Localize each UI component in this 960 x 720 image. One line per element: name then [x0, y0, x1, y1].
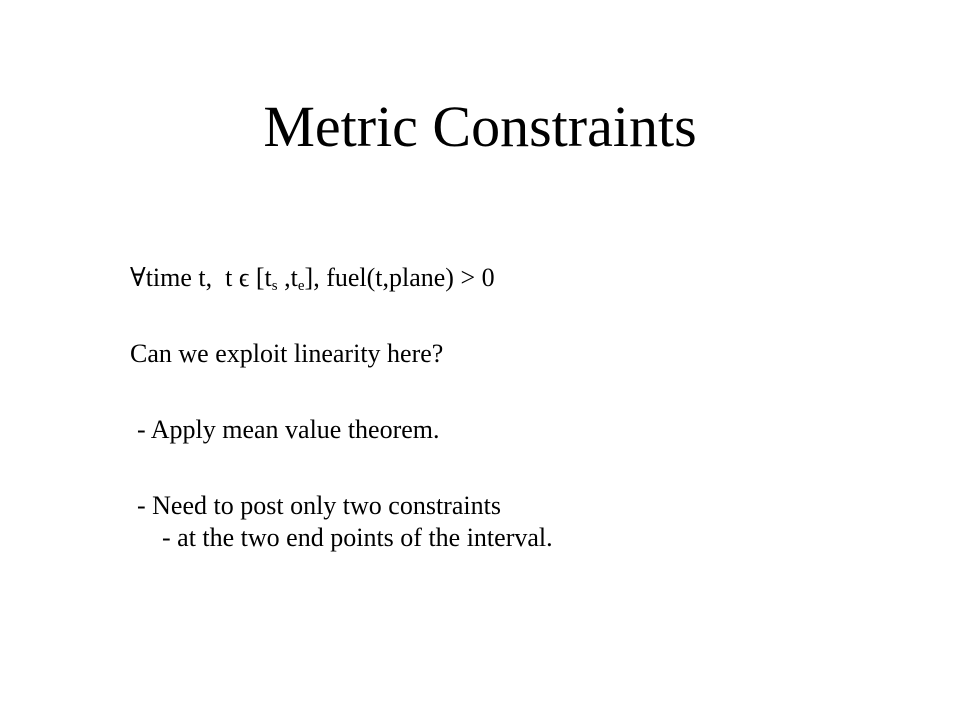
forall-symbol: ∀ [130, 263, 146, 292]
question-line: Can we exploit linearity here? [130, 339, 444, 368]
slide-title: Metric Constraints [263, 94, 697, 159]
sub-bullet-end-points: - at the two end points of the interval. [162, 523, 553, 552]
formula-suffix: ], fuel(t,plane) > 0 [304, 263, 495, 292]
subscript-s: s [271, 278, 278, 294]
formula-line [130, 262, 495, 294]
formula-prefix: time t, t ϵ [t [145, 263, 272, 292]
bullet-two-constraints: - Need to post only two constraints [137, 491, 501, 520]
formula-mid: ,t [277, 263, 298, 292]
bullet-mean-value: - Apply mean value theorem. [137, 415, 440, 444]
subscript-e: e [297, 278, 305, 294]
